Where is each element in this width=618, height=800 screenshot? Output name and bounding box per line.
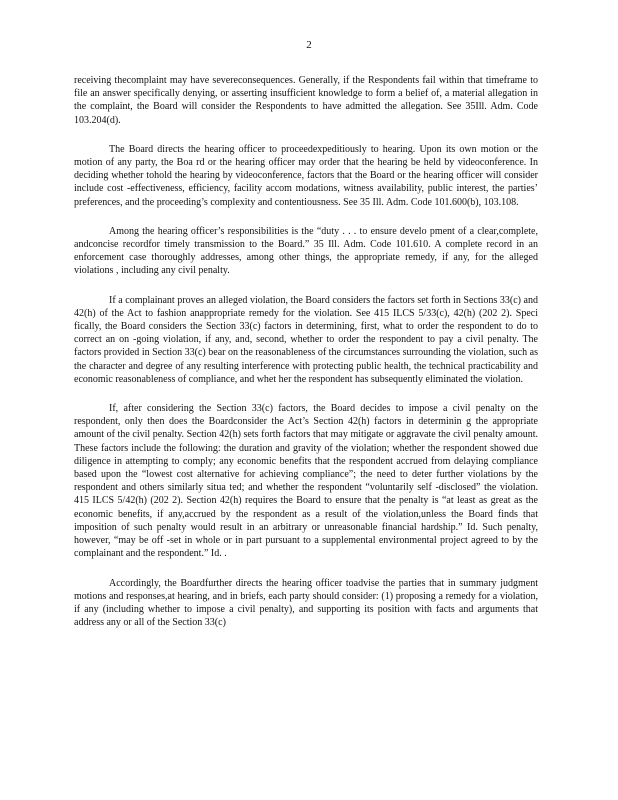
paragraph-hearing-videoconference: The Board directs the hearing officer to proceedexpeditiously to hearing. Upon its own motion or the motion of any party, the Boa rd or the hearing officer may order that the hearing be held by videoconference. In deciding whether tohold the hearing by videoconference, factors that the Board or the hearing officer will consider include cost -effectiveness, efficiency, facility accom modations, witness availability, public interest, the parties’ preferences, and the proceeding’s complexity and contentiousness. See 35 Ill. Adm. Code 101.600(b), 103.108. [74,143,538,208]
paragraph-section-42h-factors: If, after considering the Section 33(c) factors, the Board decides to impose a civil penalty on the respondent, only then does the Boardconsider the Act’s Section 42(h) factors in determinin g the appropriate amount of the civil penalty. Section 42(h) sets forth factors that may mitigate or aggravate the civil penalty amount. These factors include the following: the duration and gravity of the violation; whether the respondent showed due diligence in attempting to comply; any economic benefits that the respondent accrued from delaying compliance based upon the “lowest cost alternative for achieving compliance”; the need to deter further violations by the respondent and others similarly situa ted; and whether the respondent “voluntarily self -disclosed” the violation. 415 ILCS 5/42(h) (202 2). Section 42(h) requires the Board to ensure that the penalty is “at least as great as the economic benefits, if any,accrued by the respondent as a result of the violation,unless the Board finds that imposition of such penalty would result in an arbitrary or unreasonable financial hardship.” Id. Such penalty, however, “may be off -set in whole or in part pursuant to a supplemental environmental project agreed to by the complainant and the respondent.” Id. . [74,403,538,560]
paragraph-parties-advised: Accordingly, the Boardfurther directs the hearing officer toadvise the parties that in summary judgment motions and responses,at hearing, and in briefs, each party should consider: (1) proposing a remedy for a violation, if any (including whether to impose a civil penalty), and supporting its position with facts and arguments that address any or all of the Section 33(c) [74,577,538,629]
document-body [74,74,538,645]
paragraph-section-33c-factors: If a complainant proves an alleged violation, the Board considers the factors set forth in Sections 33(c) and 42(h) of the Act to fashion anappropriate remedy for the violation. See 415 ILCS 5/33(c), 42(h) (202 2). Speci fically, the Board considers the Section 33(c) factors in determining, first, what to order the respondent to do to correct an on -going violation, if any, and, second, whether to order the respondent to pay a civil penalty. The factors provided in Section 33(c) bear on the reasonableness of the circumstances surrounding the violation, such as the character and degree of any resulting interference with protecting public health, the technical practicability and economic reasonableness of compliance, and whet her the respondent has subsequently eliminated the violation. [74,294,538,385]
paragraph-hearing-officer-duty: Among the hearing officer’s responsibilities is the “duty . . . to ensure develo pment of a clear,complete, andconcise recordfor timely transmission to the Board.” 35 Ill. Adm. Code 101.610. A complete record in an enforcement case thoroughly addresses, among other things, the appropriate remedy, if any, for the alleged violations , including any civil penalty. [74,225,538,277]
paragraph-complaint-consequences: receiving thecomplaint may have severeconsequences. Generally, if the Respondents fail within that timeframe to file an answer specifically denying, or asserting insufficient knowledge to form a belief of, a material allegation in the complaint, the Board will consider the Respondents to have admitted the allegation. See 35Ill. Adm. Code 103.204(d). [74,75,538,126]
page-number: 2 [306,39,312,51]
